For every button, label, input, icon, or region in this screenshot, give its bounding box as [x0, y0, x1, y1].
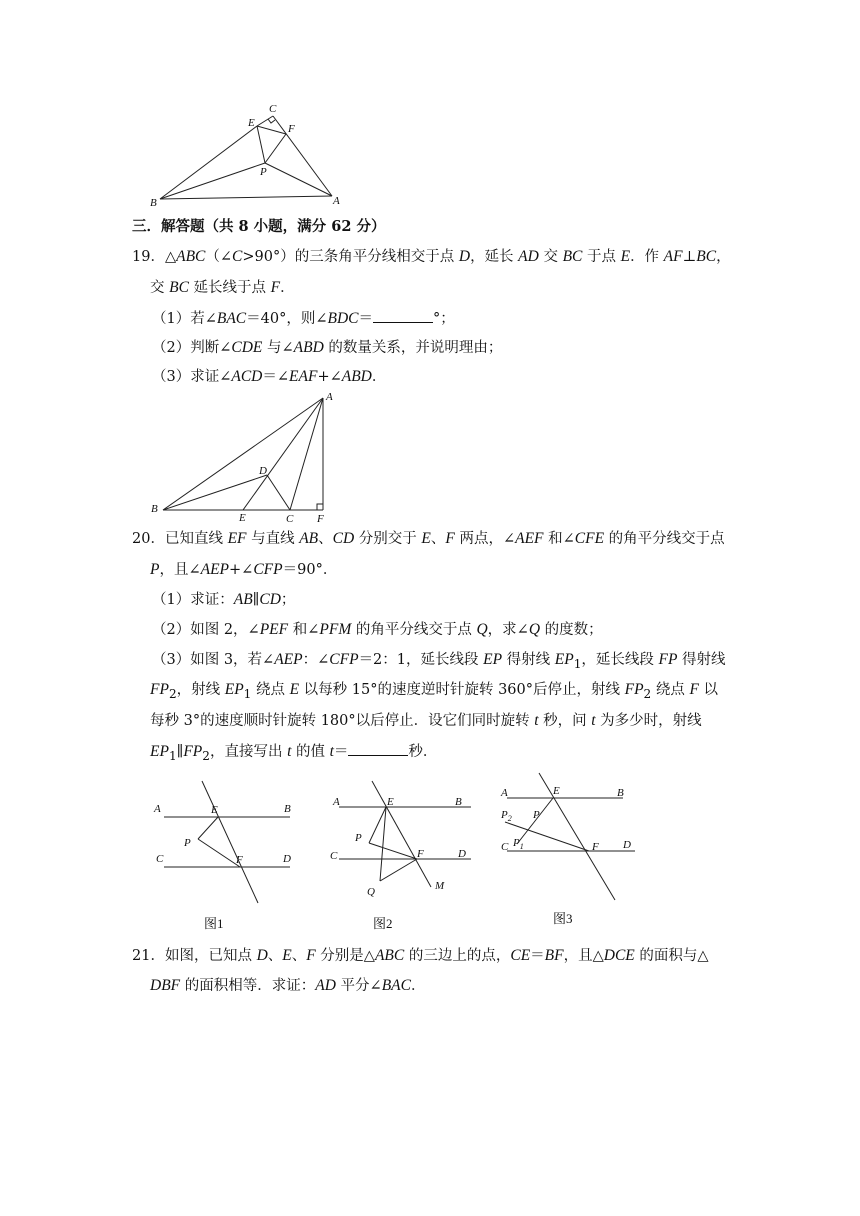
label-d: D [259, 465, 267, 477]
q20-var: EP [483, 651, 503, 668]
right-angle-mark-f [317, 504, 323, 510]
q19-text: （2）判断∠ [152, 340, 232, 356]
label-d: D [283, 853, 291, 865]
q19-text: 交 [538, 249, 563, 265]
q19-text: （3）求证∠ [152, 369, 232, 385]
q21-line-2 [150, 976, 425, 996]
q19-line-2 [150, 278, 295, 298]
q20-figure-3-svg [495, 770, 655, 935]
label-p2: $P_2$ [501, 809, 512, 823]
label-d: D [458, 848, 466, 860]
q20-var: EP [150, 743, 169, 760]
q20-figure-1-svg [150, 775, 310, 940]
q20-text: 和∠ [543, 531, 575, 547]
q20-text: 秒，问 [538, 713, 592, 729]
q20-text: 绕点 [651, 682, 690, 698]
q20-var: t [534, 712, 539, 729]
label-b: B [151, 503, 158, 515]
section-header [132, 217, 385, 237]
right-angle-mark-c [268, 119, 275, 123]
q19-var: C [232, 248, 243, 265]
q20-var: FP [183, 743, 203, 760]
caption-fig3: 图3 [553, 911, 573, 926]
label-m: M [435, 880, 445, 892]
caption-fig2: 图2 [373, 916, 393, 931]
label-b: B [617, 787, 624, 799]
q21-var: DBF [150, 977, 181, 994]
q19-text: 与∠ [262, 340, 294, 356]
q19-text: ＝∠ [262, 369, 290, 385]
triangle-bap-svg [140, 100, 350, 210]
label-b: B [150, 197, 157, 209]
q20-text: 、 [430, 531, 446, 547]
q20-var: F [689, 681, 699, 698]
q20-var: AEP [274, 651, 303, 668]
label-e: E [387, 796, 394, 808]
q20-part-3-line-2 [150, 680, 718, 704]
q20-part-3-line-3 [150, 711, 702, 731]
label-b: B [284, 803, 291, 815]
segment-ae [243, 398, 323, 510]
q20-var: P [150, 561, 160, 578]
q19-text: 交 [150, 280, 170, 296]
q20-var: FP [150, 681, 169, 698]
q20-text: （3）如图 3，若∠ [152, 652, 275, 668]
answer-blank[interactable] [348, 741, 408, 756]
label-f: F [592, 841, 599, 853]
q19-text: ． [280, 280, 295, 296]
q19-var: CDE [231, 339, 263, 356]
q19-text: 延长线于点 [188, 280, 271, 296]
q21-text: 的三边上的点， [404, 948, 511, 964]
label-f: F [317, 513, 324, 525]
segment-ep [257, 126, 265, 163]
q21-text: 平分∠ [335, 978, 382, 994]
label-e: E [553, 785, 560, 797]
q20-text: 与直线 [246, 531, 300, 547]
figure-q20-3 [495, 770, 655, 935]
segment-ca [273, 116, 332, 196]
segment-pf [265, 134, 286, 163]
q20-var: Q [476, 621, 488, 638]
q20-text: ，求∠ [487, 622, 529, 638]
q20-var: CD [259, 591, 281, 608]
label-f: F [417, 848, 424, 860]
segment-pa [265, 163, 332, 196]
q20-subscript: 1 [573, 656, 582, 671]
q21-var: CE [510, 947, 531, 964]
q20-text: 已知直线 [164, 531, 228, 547]
q20-var: PEF [259, 621, 289, 638]
q19-var: AF [663, 248, 683, 265]
q19-var: BC [696, 248, 717, 265]
segment-pf [369, 843, 417, 859]
q19-var: BDC [327, 310, 359, 327]
q20-text: 得射线 [502, 652, 555, 668]
q20-text: +∠ [229, 562, 254, 578]
q20-var: CFP [253, 561, 283, 578]
q21-text: 、 [267, 948, 283, 964]
q20-text: 绕点 [251, 682, 290, 698]
q19-text: 的数量关系，并说明理由； [323, 340, 503, 356]
q20-text: 和∠ [288, 622, 320, 638]
segment-dc [267, 475, 290, 510]
q20-part-3-line-1 [152, 650, 726, 674]
q19-text: °； [433, 311, 455, 327]
label-a: A [333, 195, 340, 207]
q20-part-1 [152, 590, 295, 610]
q20-var: CFE [574, 530, 605, 547]
q20-var: EP [554, 651, 574, 668]
q20-text: 以每秒 15°的速度逆时针旋转 360°后停止，射线 [299, 682, 625, 698]
q20-var: E [421, 530, 431, 547]
q19-text: ． [371, 369, 387, 385]
q20-text: 、 [318, 531, 333, 547]
q21-text: ，且△ [563, 948, 604, 964]
q20-line-1 [132, 529, 725, 549]
segment-bp [160, 163, 265, 199]
label-e: E [211, 804, 218, 816]
q20-subscript: 2 [168, 686, 177, 701]
q20-figure-2-svg [325, 775, 485, 940]
q20-text: ＝90°． [282, 562, 338, 578]
segment-bd [163, 475, 267, 510]
section-header-text: 三．解答题（共 8 小题，满分 62 分） [132, 218, 386, 235]
q20-subscript: 2 [202, 748, 210, 763]
q20-text: ，延长线段 [581, 652, 659, 668]
q20-var: FP [624, 681, 644, 698]
q19-var: ABD [341, 368, 372, 385]
q20-var: PFM [319, 621, 352, 638]
q21-text: 的面积相等．求证： [180, 978, 316, 994]
q20-var: EF [227, 530, 247, 547]
q20-text: 得射线 [677, 652, 726, 668]
q20-var: AB [299, 530, 319, 547]
q20-text: （1）求证： [152, 592, 234, 608]
label-c: C [501, 841, 509, 853]
q19-text: ⊥ [682, 249, 697, 265]
q20-var: t [329, 743, 334, 760]
q21-line-1 [132, 946, 709, 966]
q20-var: AB [233, 591, 253, 608]
q21-text: 分别是△ [315, 948, 375, 964]
q20-var: CFP [329, 651, 359, 668]
q20-subscript: 1 [168, 748, 177, 763]
q21-var: F [306, 947, 316, 964]
figure-triangle-bap [140, 100, 350, 210]
segment-be [160, 126, 257, 199]
q20-text: ∥ [176, 744, 184, 760]
label-f: F [288, 123, 295, 135]
q20-text: 的值 [291, 744, 330, 760]
segment-ep [198, 817, 218, 839]
figure-q20-1 [150, 775, 310, 940]
label-p1: $P_1$ [513, 837, 524, 851]
label-c: C [286, 513, 294, 525]
q20-text: ，且∠ [159, 562, 201, 578]
q21-var: AD [315, 977, 336, 994]
q19-text: ＝40°，则∠ [246, 311, 328, 327]
q19-text: （∠ [205, 249, 233, 265]
q20-text: 的角平分线交于点 [351, 622, 477, 638]
q20-var: Q [528, 621, 541, 638]
q20-text: ＝ [333, 744, 349, 760]
line-ef [202, 781, 258, 903]
q20-var: t [591, 712, 596, 729]
q19-figure-svg [145, 390, 345, 525]
label-c: C [269, 103, 277, 115]
q21-text: ＝ [530, 948, 545, 964]
label-a: A [154, 803, 161, 815]
q20-var: E [289, 681, 300, 698]
q20-var: F [445, 530, 455, 547]
segment-ec [257, 116, 273, 126]
q20-text: 秒． [408, 744, 438, 760]
q21-number: 21． [132, 948, 165, 964]
q20-text: （2）如图 2，∠ [152, 622, 260, 638]
label-p: P [184, 837, 191, 849]
q21-var: BAC [381, 977, 411, 994]
q19-text: ＝ [358, 311, 374, 327]
segment-ba [160, 196, 332, 199]
label-d: D [623, 839, 631, 851]
label-b: B [455, 796, 462, 808]
label-p: P [355, 832, 362, 844]
q21-text: 的面积与△ [634, 948, 709, 964]
q19-var: E [620, 248, 631, 265]
q21-var: ABC [374, 947, 405, 964]
label-e: E [239, 512, 246, 524]
q20-text: ； [280, 592, 296, 608]
q19-text: 于点 [582, 249, 621, 265]
label-a: A [501, 787, 508, 799]
q20-subscript: 1 [243, 686, 252, 701]
q19-var: ABC [176, 248, 206, 265]
q20-part-3-line-4 [150, 741, 437, 766]
q19-var: ABD [293, 339, 324, 356]
q20-text: 为多少时，射线 [595, 713, 702, 729]
label-p: P [260, 166, 267, 178]
q20-text: 分别交于 [354, 531, 422, 547]
q20-var: FP [658, 651, 678, 668]
q21-var: BF [544, 947, 564, 964]
q19-part-1 [152, 308, 455, 329]
q21-var: DCE [603, 947, 635, 964]
label-c: C [156, 853, 164, 865]
q20-var: CD [332, 530, 355, 547]
figure-q19 [145, 390, 345, 525]
q19-var: AD [518, 248, 539, 265]
q21-text: ． [410, 978, 426, 994]
q20-part-2 [152, 620, 603, 640]
q20-text: 每秒 3°的速度顺时针旋转 180°以后停止．设它们同时旋转 [150, 713, 535, 729]
q21-var: D [256, 947, 268, 964]
q21-text: 如图，已知点 [164, 948, 257, 964]
q20-text: ：∠ [302, 652, 330, 668]
q19-var: BC [562, 248, 583, 265]
q20-text: ∥ [252, 592, 260, 608]
q19-var: EAF [289, 368, 318, 385]
q19-var: D [458, 248, 471, 265]
segment-pf [198, 839, 240, 867]
q19-var: BC [169, 279, 189, 296]
label-a: A [333, 796, 340, 808]
q20-var: EP [224, 681, 244, 698]
q20-text: ，直接写出 [209, 744, 288, 760]
q19-text: +∠ [317, 369, 342, 385]
q19-number: 19． [132, 249, 165, 265]
label-q: Q [367, 886, 375, 898]
q20-text: 以 [698, 682, 719, 698]
q19-part-3 [152, 367, 386, 387]
figure-q20-2 [325, 775, 485, 940]
q20-var: t [287, 743, 292, 760]
label-p: P [533, 809, 540, 821]
q19-text: ，延长 [470, 249, 519, 265]
line-ef [539, 773, 615, 900]
q19-text: ， [716, 249, 731, 265]
q20-text: ＝2：1，延长线段 [358, 652, 484, 668]
q19-line-1 [132, 247, 731, 267]
segment-ba [163, 398, 323, 510]
q21-text: 、 [291, 948, 307, 964]
q19-text: （1）若∠ [152, 311, 217, 327]
q20-subscript: 2 [643, 686, 652, 701]
q20-var: AEF [515, 530, 544, 547]
label-f: F [236, 854, 243, 866]
q19-text: ．作 [630, 249, 664, 265]
q20-text: ，射线 [176, 682, 225, 698]
q19-part-2 [152, 338, 502, 358]
label-a: A [326, 391, 333, 403]
segment-fq [380, 859, 417, 881]
q20-line-2 [150, 560, 337, 580]
q19-var: ACD [231, 368, 263, 385]
answer-blank[interactable] [373, 308, 433, 323]
q19-var: BAC [216, 310, 247, 327]
q20-number: 20． [132, 531, 165, 547]
q19-text: >90°）的三条角平分线相交于点 [242, 249, 459, 265]
q20-text: 的角平分线交于点 [604, 531, 725, 547]
q19-text: △ [164, 249, 177, 265]
q20-text: 两点，∠ [454, 531, 516, 547]
caption-fig1: 图1 [204, 916, 224, 931]
q20-var: AEP [200, 561, 230, 578]
label-e: E [248, 117, 255, 129]
q21-var: E [282, 947, 292, 964]
q20-text: 的度数； [540, 622, 603, 638]
segment-ac [290, 398, 323, 510]
label-c: C [330, 850, 338, 862]
q19-var: F [270, 279, 281, 296]
